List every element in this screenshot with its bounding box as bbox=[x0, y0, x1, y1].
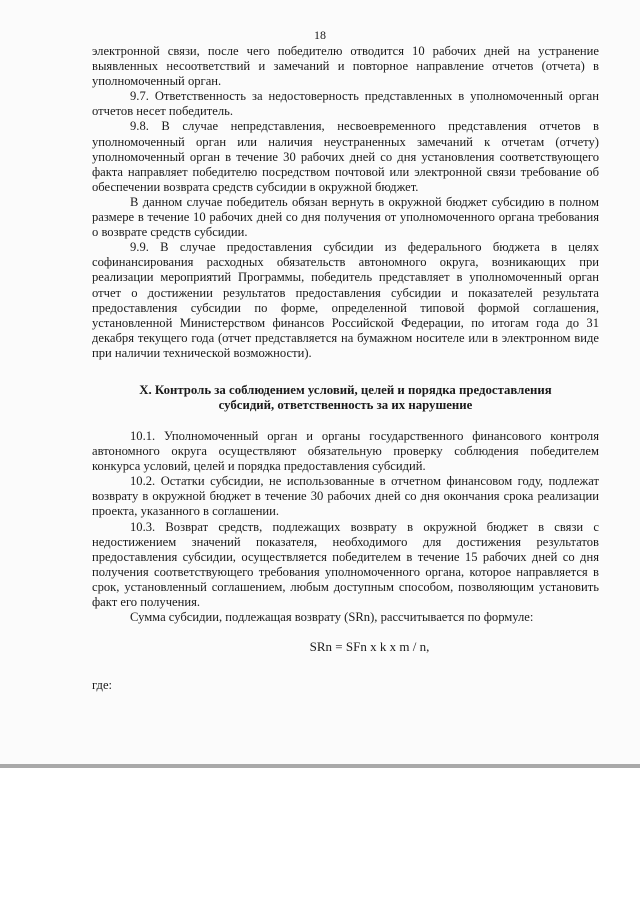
section-heading-line2: субсидий, ответственность за их нарушение bbox=[218, 397, 473, 412]
page-number: 18 bbox=[314, 28, 326, 42]
paragraph-formula-intro: Сумма субсидии, подлежащая возврату (SRn), рассчитывается по формуле: bbox=[130, 610, 534, 625]
page-content bbox=[92, 44, 599, 693]
where-label: где: bbox=[92, 678, 113, 693]
section-heading-line1: X. Контроль за соблюдением условий, целей и порядка предоставления bbox=[139, 382, 552, 397]
paragraph-10-1: 10.1. Уполномоченный орган и органы государственного финансового контроля автономного округа осуществляют обязательную проверку соблюдения победителем конкурса условий, целей и порядка предоставления субсидий. bbox=[92, 428, 599, 474]
paragraph-continuation: электронной связи, после чего победителю отводится 10 рабочих дней на устранение выявленных несоответствий и замечаний и повторное направление отчетов (отчета) в уполномоченный орган. bbox=[92, 44, 599, 89]
paragraph-9-7: 9.7. Ответственность за недостоверность представленных в уполномоченный орган отчетов несет победитель. bbox=[92, 89, 599, 119]
section-heading bbox=[92, 383, 599, 413]
paragraph-10-3: 10.3. Возврат средств, подлежащих возврату в окружной бюджет в связи с недостижением значений показателя, необходимого для достижения результатов предоставления субсидии, осуществляется победителем в течение 15 рабочих дней со дня получения соответствующего требования уполномоченного органа, которое направляется в срок, установленный соглашением, любым доступным способом, позволяющим установить факт его получения. bbox=[92, 519, 599, 609]
paragraph-9-8: 9.8. В случае непредставления, несвоевременного представления отчетов в уполномоченный орган или наличия неустраненных замечаний к отчетам (отчету) уполномоченный орган в течение 30 рабочих дней со дня установления соответствующего факта направляет победителю посредством почтовой или электронной связи требование об обеспечении возврата средств субсидии в окружной бюджет. bbox=[92, 119, 599, 194]
paragraph-10-2: 10.2. Остатки субсидии, не использованные в отчетном финансовом году, подлежат возврату в окружной бюджет в течение 30 рабочих дней со дня окончания срока реализации проекта, указанного в соглашении. bbox=[92, 474, 599, 519]
paragraph-9-8-return: В данном случае победитель обязан вернуть в окружной бюджет субсидию в полном размере в течение 10 рабочих дней со дня получения от уполномоченного органа требования о возврате средств субсидии. bbox=[92, 194, 599, 240]
formula: SRn = SFn x k x m / n, bbox=[309, 639, 430, 655]
paragraph-9-9: 9.9. В случае предоставления субсидии из федерального бюджета в целях софинансирования расходных обязательств автономного округа, возникающих при реализации мероприятий Программы, победитель представляет в уполномоченный орган отчет о достижении результатов предоставления субсидии и показателей результата предоставления субсидии по форме, определенной типовой формой соглашения, установленной Министерством финансов Российской Федерации, по итогам года до 31 декабря текущего года (отчет представляется на бумажном носителе или в электронном виде при наличии технической возможности). bbox=[92, 240, 599, 360]
